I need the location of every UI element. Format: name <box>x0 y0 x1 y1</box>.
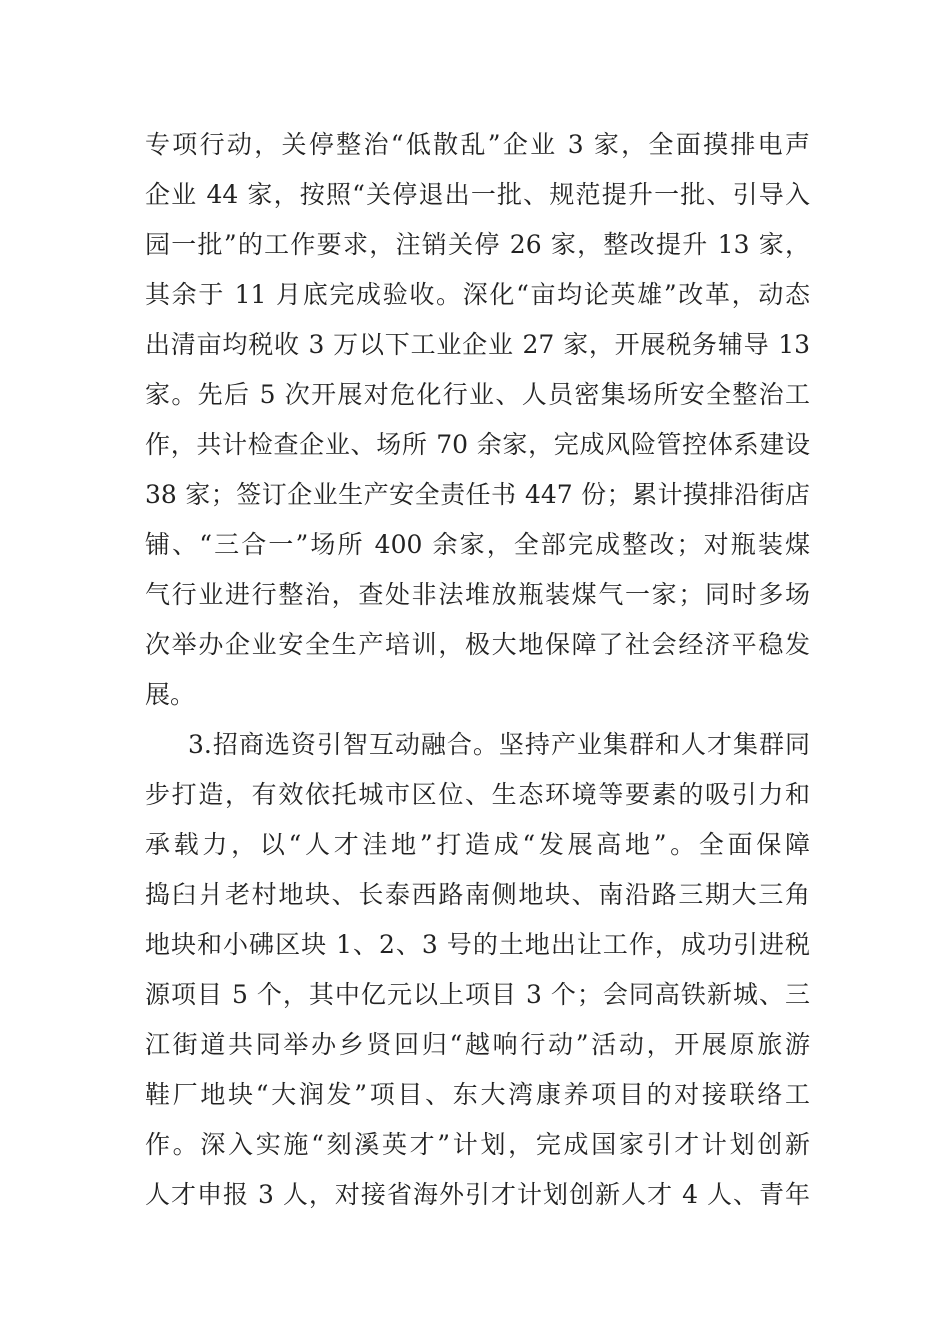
text-line: 步打造，有效依托城市区位、生态环境等要素的吸引力和 <box>145 780 810 809</box>
text-line: 地块和小砩区块 1、2、3 号的土地出让工作，成功引进税 <box>145 930 810 959</box>
text-line: 作，共计检查企业、场所 70 余家，完成风险管控体系建设 <box>145 430 810 459</box>
text-line: 捣臼爿老村地块、长泰西路南侧地块、南沿路三期大三角 <box>145 880 810 909</box>
text-line: 江街道共同举办乡贤回归“越响行动”活动，开展原旅游 <box>145 1030 810 1059</box>
text-line: 气行业进行整治，查处非法堆放瓶装煤气一家；同时多场 <box>145 580 810 609</box>
text-line: 专项行动，关停整治“低散乱”企业 3 家，全面摸排电声 <box>145 130 810 159</box>
text-line: 承载力，以“人才洼地”打造成“发展高地”。全面保障 <box>145 830 810 859</box>
text-line: 家。先后 5 次开展对危化行业、人员密集场所安全整治工 <box>145 380 810 409</box>
text-line: 铺、“三合一”场所 400 余家，全部完成整改；对瓶装煤 <box>145 530 810 559</box>
text-line: 展。 <box>145 680 196 709</box>
paragraph-heading-line: 3.招商选资引智互动融合。坚持产业集群和人才集群同 <box>188 730 810 759</box>
text-line: 人才申报 3 人，对接省海外引才计划创新人才 4 人、青年 <box>145 1180 810 1209</box>
text-line: 38 家；签订企业生产安全责任书 447 份；累计摸排沿街店 <box>145 480 810 509</box>
text-line: 次举办企业安全生产培训，极大地保障了社会经济平稳发 <box>145 630 810 659</box>
text-line: 作。深入实施“刻溪英才”计划，完成国家引才计划创新 <box>145 1130 810 1159</box>
text-line: 企业 44 家，按照“关停退出一批、规范提升一批、引导入 <box>145 180 810 209</box>
text-line: 源项目 5 个，其中亿元以上项目 3 个；会同高铁新城、三 <box>145 980 810 1009</box>
text-line: 鞋厂地块“大润发”项目、东大湾康养项目的对接联络工 <box>145 1080 810 1109</box>
text-line: 其余于 11 月底完成验收。深化“亩均论英雄”改革，动态 <box>145 280 810 309</box>
text-line: 园一批”的工作要求，注销关停 26 家，整改提升 13 家， <box>145 230 810 259</box>
text-line: 出清亩均税收 3 万以下工业企业 27 家，开展税务辅导 13 <box>145 330 810 359</box>
